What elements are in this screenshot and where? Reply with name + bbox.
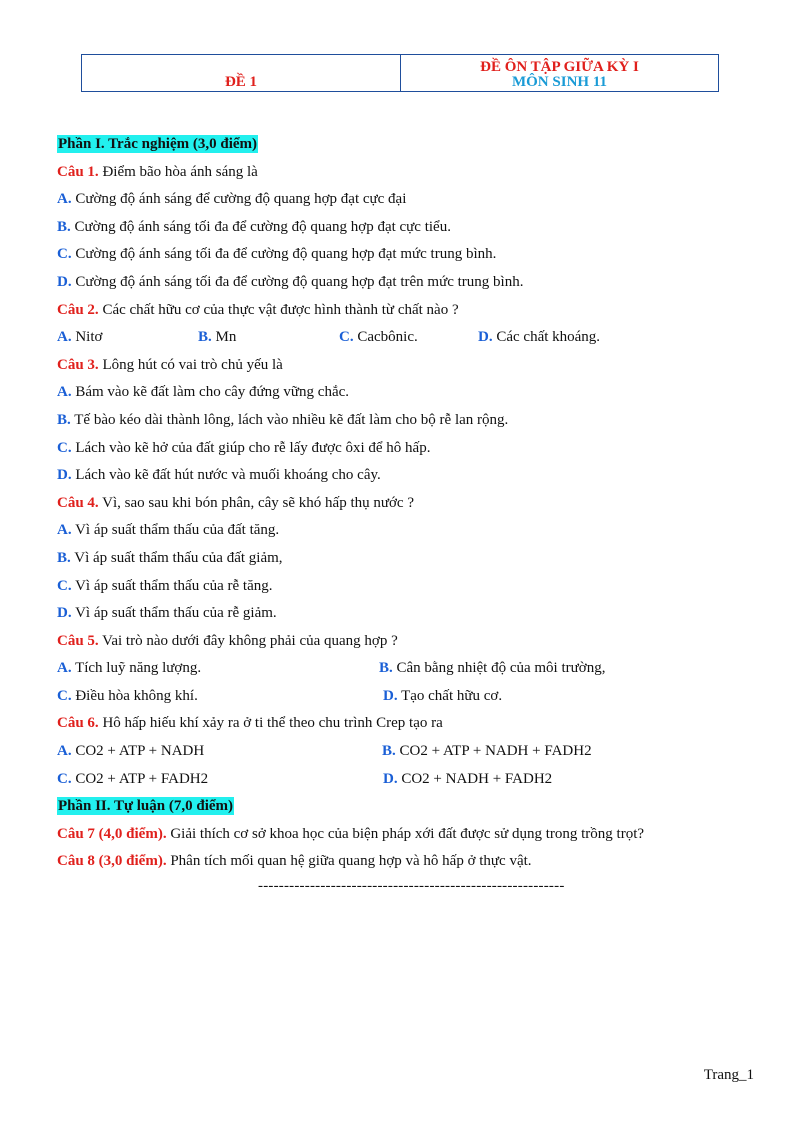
q4-option-b xyxy=(57,545,757,573)
header-right-cell xyxy=(401,55,718,91)
option-label: D. xyxy=(383,687,398,704)
q4-option-c xyxy=(57,573,757,601)
q1-option-d xyxy=(57,269,757,297)
question-7 xyxy=(57,821,757,849)
q6-options-row-1 xyxy=(57,738,757,766)
option-text: Cường độ ánh sáng tối đa để cường độ quang hợp đạt cực tiểu. xyxy=(70,218,451,235)
question-2 xyxy=(57,297,757,325)
option-text: Các chất khoáng. xyxy=(492,329,601,346)
option-text: Nitơ xyxy=(71,329,103,346)
option-label: B. xyxy=(198,329,212,346)
q6-option-a xyxy=(57,738,204,766)
question-label: Câu 5. xyxy=(57,632,99,649)
option-text: CO2 + ATP + FADH2 xyxy=(71,770,209,787)
option-text: Cường độ ánh sáng tối đa để cường độ quang hợp đạt trên mức trung bình. xyxy=(71,273,524,290)
option-label: D. xyxy=(478,329,493,346)
question-3 xyxy=(57,352,757,380)
option-text: Tạo chất hữu cơ. xyxy=(397,687,503,704)
option-text: Vì áp suất thẩm thấu của đất tăng. xyxy=(71,522,280,539)
option-text: CO2 + NADH + FADH2 xyxy=(397,770,553,787)
option-label: C. xyxy=(57,577,72,594)
option-text: Vì áp suất thẩm thấu của rễ tăng. xyxy=(71,577,273,594)
q5-option-a xyxy=(57,655,201,683)
exam-number: ĐỀ 1 xyxy=(224,74,258,90)
part2-heading-line xyxy=(57,793,757,821)
q2-option-b xyxy=(198,324,236,352)
q6-option-d xyxy=(383,766,552,794)
q5-option-b xyxy=(379,655,605,683)
option-text: Cacbônic. xyxy=(353,329,418,346)
option-label: A. xyxy=(57,384,72,401)
question-label: Câu 8 (3,0 điểm). xyxy=(57,853,167,870)
option-label: B. xyxy=(57,218,71,235)
option-label: B. xyxy=(57,549,71,566)
part1-title: Phần I. Trắc nghiệm (3,0 điểm) xyxy=(58,136,258,152)
question-text: Giải thích cơ sở khoa học của biện pháp xới đất được sử dụng trong trồng trọt? xyxy=(166,825,645,842)
option-text: Cân bằng nhiệt độ của môi trường, xyxy=(392,660,606,677)
question-text: Hô hấp hiếu khí xảy ra ở ti thể theo chu trình Crep tạo ra xyxy=(98,715,443,732)
option-text: CO2 + ATP + NADH xyxy=(71,743,205,760)
option-text: Cường độ ánh sáng để cường độ quang hợp đạt cực đại xyxy=(71,191,407,208)
question-label: Câu 6. xyxy=(57,715,99,732)
q2-options-row xyxy=(57,324,757,352)
question-text: Phân tích mối quan hệ giữa quang hợp và hô hấp ở thực vật. xyxy=(166,853,532,870)
q6-options-row-2 xyxy=(57,766,757,794)
question-8 xyxy=(57,848,757,876)
option-text: Vì áp suất thẩm thấu của rễ giảm. xyxy=(71,605,277,622)
question-4 xyxy=(57,490,757,518)
q2-option-c xyxy=(339,324,418,352)
question-text: Các chất hữu cơ của thực vật được hình thành từ chất nào ? xyxy=(98,301,459,318)
option-text: CO2 + ATP + NADH + FADH2 xyxy=(395,743,592,760)
q1-option-b xyxy=(57,214,757,242)
header-table xyxy=(81,54,719,92)
q3-option-c xyxy=(57,435,757,463)
option-text: Điều hòa không khí. xyxy=(71,687,198,704)
option-label: A. xyxy=(57,191,72,208)
exam-subject: MÔN SINH 11 xyxy=(511,74,607,90)
option-label: D. xyxy=(57,273,72,290)
question-label: Câu 2. xyxy=(57,301,99,318)
q3-option-d xyxy=(57,462,757,490)
option-label: B. xyxy=(382,743,396,760)
option-label: D. xyxy=(57,605,72,622)
option-label: C. xyxy=(57,439,72,456)
q5-option-d xyxy=(383,683,502,711)
question-5 xyxy=(57,628,757,656)
q6-option-c xyxy=(57,766,208,794)
q5-options-row-2 xyxy=(57,683,757,711)
page-number: Trang_1 xyxy=(703,1067,754,1083)
option-text: Vì áp suất thẩm thấu của đất giảm, xyxy=(70,549,283,566)
question-label: Câu 4. xyxy=(57,494,99,511)
option-text: Lách vào kẽ hở của đất giúp cho rễ lấy được ôxi để hô hấp. xyxy=(71,439,431,456)
question-6 xyxy=(57,710,757,738)
question-label: Câu 3. xyxy=(57,356,99,373)
option-label: A. xyxy=(57,329,72,346)
part1-heading-line xyxy=(57,131,757,159)
end-divider: ----------------------------------------------------------- xyxy=(258,878,565,894)
q3-option-b xyxy=(57,407,757,435)
question-label: Câu 1. xyxy=(57,163,99,180)
q1-option-c xyxy=(57,241,757,269)
q5-options-row-1 xyxy=(57,655,757,683)
option-text: Tế bào kéo dài thành lông, lách vào nhiều kẽ đất làm cho bộ rễ lan rộng. xyxy=(70,411,509,428)
option-label: A. xyxy=(57,522,72,539)
q2-option-d xyxy=(478,324,600,352)
option-label: A. xyxy=(57,660,72,677)
q4-option-d xyxy=(57,600,757,628)
q4-option-a xyxy=(57,517,757,545)
q6-option-b xyxy=(382,738,592,766)
question-text: Vai trò nào dưới đây không phải của quang hợp ? xyxy=(98,632,398,649)
q2-option-a xyxy=(57,324,102,352)
question-text: Lông hút có vai trò chủ yếu là xyxy=(98,356,283,373)
part2-title: Phần II. Tự luận (7,0 điểm) xyxy=(58,798,234,815)
option-label: A. xyxy=(57,743,72,760)
option-label: C. xyxy=(57,770,72,787)
exam-title: ĐỀ ÔN TẬP GIỮA KỲ I xyxy=(480,59,639,75)
option-label: C. xyxy=(57,687,72,704)
q3-option-a xyxy=(57,379,757,407)
option-text: Lách vào kẽ đất hút nước và muối khoáng cho cây. xyxy=(71,467,381,484)
exam-content xyxy=(57,131,757,876)
option-label: D. xyxy=(57,467,72,484)
header-left-cell xyxy=(82,55,401,91)
option-label: C. xyxy=(57,246,72,263)
question-label: Câu 7 (4,0 điểm). xyxy=(57,825,167,842)
q1-option-a xyxy=(57,186,757,214)
option-text: Mn xyxy=(211,329,237,346)
option-text: Tích luỹ năng lượng. xyxy=(71,660,202,677)
option-label: B. xyxy=(57,411,71,428)
option-text: Bám vào kẽ đất làm cho cây đứng vững chắc. xyxy=(71,384,350,401)
option-label: D. xyxy=(383,770,398,787)
option-label: B. xyxy=(379,660,393,677)
q5-option-c xyxy=(57,683,198,711)
question-text: Vì, sao sau khi bón phân, cây sẽ khó hấp thụ nước ? xyxy=(98,494,414,511)
question-1 xyxy=(57,159,757,187)
option-label: C. xyxy=(339,329,354,346)
question-text: Điểm bão hòa ánh sáng là xyxy=(98,163,258,180)
option-text: Cường độ ánh sáng tối đa để cường độ quang hợp đạt mức trung bình. xyxy=(71,246,497,263)
